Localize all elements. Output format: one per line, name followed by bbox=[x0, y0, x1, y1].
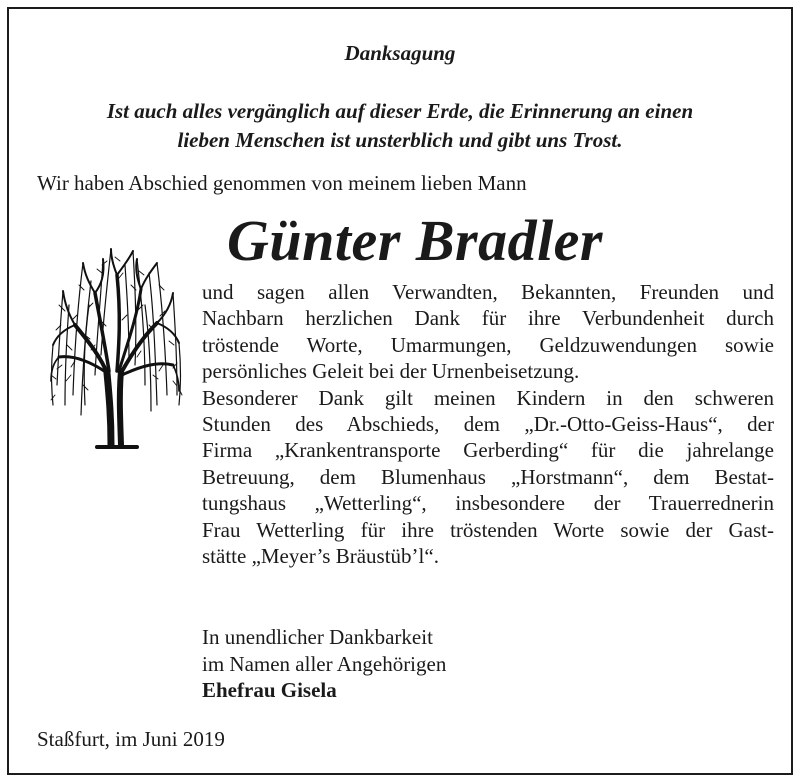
body-line: Nachbarn herzlichen Dank für ihre Verbundenheit durch bbox=[202, 306, 774, 331]
body-line: und sagen allen Verwandten, Bekannten, Freunden und bbox=[202, 280, 774, 304]
body-line: Stunden des Abschieds, dem „Dr.-Otto-Geiss-Haus“, der bbox=[202, 411, 774, 436]
body-line: tungshaus „Wetterling“, insbesondere der Trauerrednerin bbox=[202, 491, 774, 516]
body-line: persönliches Geleit bei der Urnenbeisetzung. bbox=[202, 359, 580, 384]
body-line: stätte „Meyer’s Bräustüb’l“. bbox=[202, 543, 439, 568]
notice-heading: Danksagung bbox=[344, 41, 456, 65]
quote-line: lieben Menschen ist unsterblich und gibt uns Trost. bbox=[177, 128, 623, 152]
memorial-quote bbox=[39, 97, 761, 155]
signer-name: Ehefrau Gisela bbox=[202, 678, 337, 702]
body-line: Besonderer Dank gilt meinen Kindern in den schweren bbox=[202, 385, 774, 410]
place-date: Staßfurt, im Juni 2019 bbox=[37, 727, 225, 751]
body-line: tröstende Worte, Umarmungen, Geldzuwendungen sowie bbox=[202, 332, 774, 357]
quote-line: Ist auch alles vergänglich auf dieser Erde, die Erinnerung an einen bbox=[106, 99, 694, 123]
intro-text: Wir haben Abschied genommen von meinem lieben Mann bbox=[37, 171, 527, 195]
obituary-notice-frame bbox=[7, 7, 793, 775]
closing-line: im Namen aller Angehörigen bbox=[202, 651, 447, 676]
deceased-name: Günter Bradler bbox=[226, 208, 603, 273]
weeping-tree-icon bbox=[45, 245, 185, 451]
thanks-body bbox=[202, 279, 774, 569]
body-line: Betreuung, dem Blumenhaus „Horstmann“, dem Bestat- bbox=[202, 464, 774, 489]
closing-line: In unendlicher Dankbarkeit bbox=[202, 625, 433, 649]
body-line: Frau Wetterling für ihre tröstenden Worte sowie der Gast- bbox=[202, 517, 774, 542]
closing-block bbox=[202, 624, 446, 704]
body-line: Firma „Krankentransporte Gerberding“ für die jahrelange bbox=[202, 438, 774, 463]
